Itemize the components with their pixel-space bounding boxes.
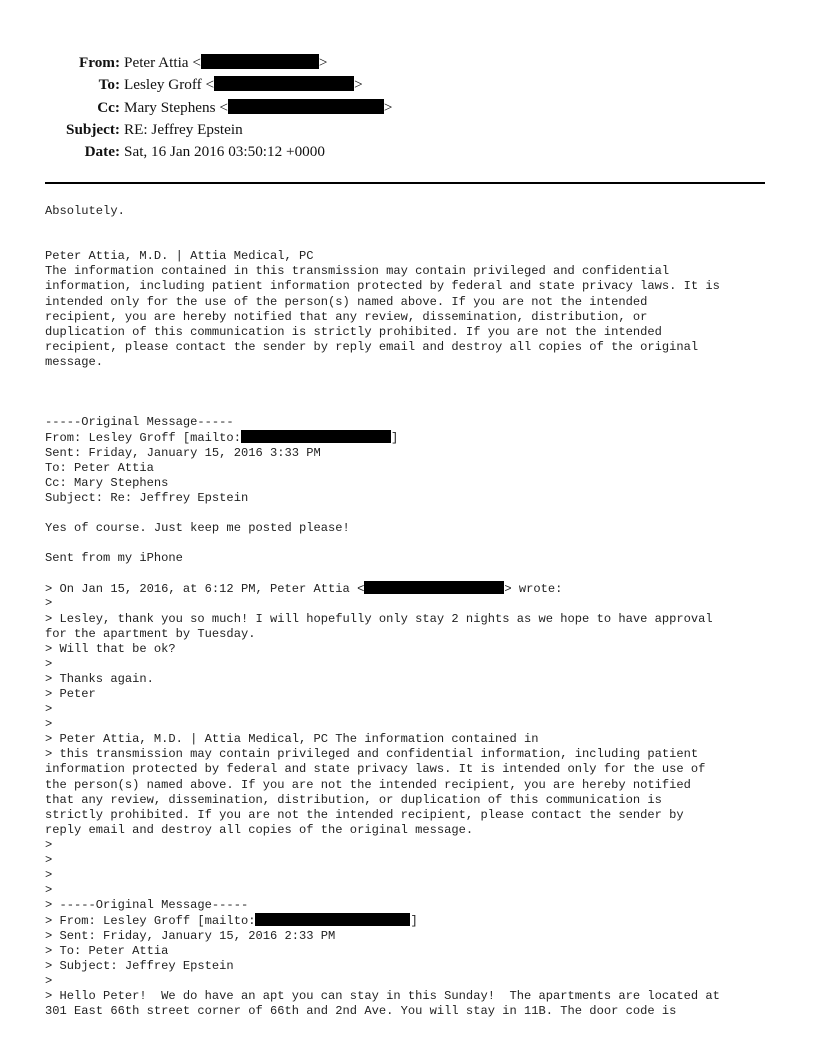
body-line-text: Cc: Mary Stephens — [45, 475, 169, 490]
body-line-text: information protected by federal and state privacy laws. It is intended only for the use of — [45, 762, 706, 777]
body-line — [45, 415, 785, 430]
body-line — [45, 672, 785, 687]
body-line-text: > Subject: Jeffrey Epstein — [45, 958, 234, 973]
body-line — [45, 355, 785, 370]
subject-value: RE: Jeffrey Epstein — [124, 120, 243, 138]
body-line — [45, 234, 785, 249]
body-line — [45, 521, 785, 536]
email-body — [45, 204, 785, 1019]
redaction-bar — [364, 581, 504, 594]
body-line-text: Absolutely. — [45, 204, 125, 218]
body-line-text: strictly prohibited. If you are not the intended recipient, please contact the sender by — [45, 807, 684, 822]
body-line — [45, 627, 785, 642]
body-line-text: > From: Lesley Groff [mailto: — [45, 914, 256, 929]
body-line-text: > Peter — [45, 687, 96, 701]
body-line — [45, 823, 785, 838]
cc-close: > — [383, 98, 393, 116]
body-line — [45, 506, 785, 521]
date-label: Date: — [84, 143, 120, 161]
header-date-row — [0, 141, 816, 163]
body-line-text: > To: Peter Attia — [45, 943, 169, 958]
body-line-text: > Thanks again. — [45, 671, 154, 686]
redaction-bar — [255, 913, 410, 926]
cc-name: Mary Stephens < — [124, 98, 228, 116]
body-line — [45, 491, 785, 506]
body-line-text: > — [45, 656, 53, 671]
body-line — [45, 838, 785, 853]
header-divider — [45, 182, 765, 184]
body-line-text: the person(s) named above. If you are not the intended recipient, you are hereby notified — [45, 777, 691, 792]
date-value: Sat, 16 Jan 2016 03:50:12 +0000 — [124, 143, 325, 161]
email-header — [0, 52, 816, 163]
body-line — [45, 732, 785, 747]
body-line-text: The information contained in this transmission may contain privileged and confidential — [45, 264, 670, 279]
body-line-text: recipient, you are hereby notified that any review, dissemination, distribution, or — [45, 309, 648, 324]
body-line — [45, 853, 785, 868]
body-line-text: Yes of course. Just keep me posted please! — [45, 520, 350, 535]
redaction-bar — [214, 76, 354, 91]
body-line-text: reply email and destroy all copies of the original message. — [45, 822, 474, 837]
body-line-text: Peter Attia, M.D. | Attia Medical, PC — [45, 249, 314, 264]
cc-value — [124, 97, 392, 119]
body-line — [45, 929, 785, 944]
body-line — [45, 249, 785, 264]
body-line — [45, 566, 785, 581]
body-line-text: Subject: Re: Jeffrey Epstein — [45, 490, 249, 505]
body-line-text: 301 East 66th street corner of 66th and 2nd Ave. You will stay in 11B. The door code is — [45, 1003, 677, 1018]
body-line-text: > — [45, 973, 53, 988]
from-name: Peter Attia < — [124, 54, 201, 71]
body-line — [45, 612, 785, 627]
body-line-text: > — [45, 596, 53, 611]
to-name: Lesley Groff < — [124, 76, 215, 94]
body-line — [45, 219, 785, 234]
body-line — [45, 913, 785, 928]
header-from-row — [0, 52, 816, 74]
body-line — [45, 400, 785, 415]
body-line — [45, 898, 785, 913]
body-line — [45, 370, 785, 385]
body-line-text: ] — [410, 914, 418, 929]
body-line — [45, 642, 785, 657]
body-line-text: recipient, please contact the sender by reply email and destroy all copies of the original — [45, 339, 699, 354]
body-line-text: duplication of this communication is strictly prohibited. If you are not the intended — [45, 324, 662, 339]
body-line-text: > — [45, 868, 53, 883]
body-line-text: message. — [45, 354, 104, 369]
body-line — [45, 808, 785, 823]
body-line — [45, 687, 785, 702]
body-line — [45, 325, 785, 340]
body-line — [45, 868, 785, 883]
to-value — [124, 74, 363, 96]
to-label: To: — [98, 76, 120, 94]
body-line — [45, 461, 785, 476]
body-line-text: > Will that be ok? — [45, 641, 176, 656]
to-close: > — [354, 76, 363, 94]
body-line — [45, 385, 785, 400]
body-line-text: From: Lesley Groff [mailto: — [45, 431, 241, 446]
body-line-text: To: Peter Attia — [45, 460, 154, 475]
body-line-text: information, including patient information protected by federal and state privacy laws. It is — [45, 279, 720, 294]
body-line — [45, 747, 785, 762]
redaction-bar — [201, 54, 319, 69]
body-line-text: > — [45, 853, 53, 868]
body-line-text: Sent from my iPhone — [45, 551, 183, 566]
body-line — [45, 596, 785, 611]
body-line-text: > Lesley, thank you so much! I will hopefully only stay 2 nights as we hope to have approval — [45, 611, 713, 626]
body-line-text: > — [45, 717, 53, 732]
body-line — [45, 989, 785, 1004]
from-label: From: — [78, 54, 120, 71]
body-line-text: Sent: Friday, January 15, 2016 3:33 PM — [45, 445, 321, 460]
body-line-text: > wrote: — [504, 582, 563, 597]
redaction-bar — [241, 430, 391, 443]
body-line — [45, 974, 785, 989]
body-line — [45, 657, 785, 672]
body-line-text: that any review, dissemination, distribution, or duplication of this communication is — [45, 792, 662, 807]
body-line-text: > — [45, 883, 53, 898]
body-line — [45, 793, 785, 808]
body-line — [45, 204, 785, 219]
body-line — [45, 295, 785, 310]
header-to-row — [0, 74, 816, 96]
cc-label: Cc: — [97, 98, 120, 116]
body-line — [45, 310, 785, 325]
from-value — [124, 52, 327, 74]
body-line-text: > Peter Attia, M.D. | Attia Medical, PC The information contained in — [45, 732, 539, 747]
body-line — [45, 581, 785, 596]
body-line — [45, 264, 785, 279]
from-close: > — [318, 54, 328, 71]
body-line — [45, 476, 785, 491]
body-line-text: > -----Original Message----- — [45, 898, 249, 913]
body-line-text: > — [45, 837, 53, 852]
body-line — [45, 551, 785, 566]
body-line — [45, 762, 785, 777]
body-line — [45, 430, 785, 445]
body-line-text: > — [45, 702, 53, 717]
body-line — [45, 340, 785, 355]
body-line-text: > On Jan 15, 2016, at 6:12 PM, Peter Attia < — [45, 582, 365, 597]
body-line — [45, 959, 785, 974]
body-line-text: for the apartment by Tuesday. — [45, 626, 256, 641]
body-line — [45, 702, 785, 717]
body-line-text: > Sent: Friday, January 15, 2016 2:33 PM — [45, 928, 336, 943]
body-line — [45, 1004, 785, 1019]
redaction-bar — [228, 99, 384, 114]
body-line — [45, 944, 785, 959]
body-line — [45, 883, 785, 898]
body-line — [45, 717, 785, 732]
body-line-text: > Hello Peter! We do have an apt you can stay in this Sunday! The apartments are located at — [45, 988, 720, 1003]
body-line — [45, 778, 785, 793]
body-line-text: intended only for the use of the person(s) named above. If you are not the intended — [45, 294, 648, 309]
body-line-text: ] — [390, 431, 399, 446]
body-line-text: > this transmission may contain privileged and confidential information, including patient — [45, 747, 699, 762]
body-line — [45, 536, 785, 551]
body-line — [45, 279, 785, 294]
subject-label: Subject: — [66, 120, 120, 138]
header-subject-row — [0, 119, 816, 141]
header-cc-row — [0, 97, 816, 119]
body-line-text: -----Original Message----- — [45, 415, 234, 430]
body-line — [45, 446, 785, 461]
